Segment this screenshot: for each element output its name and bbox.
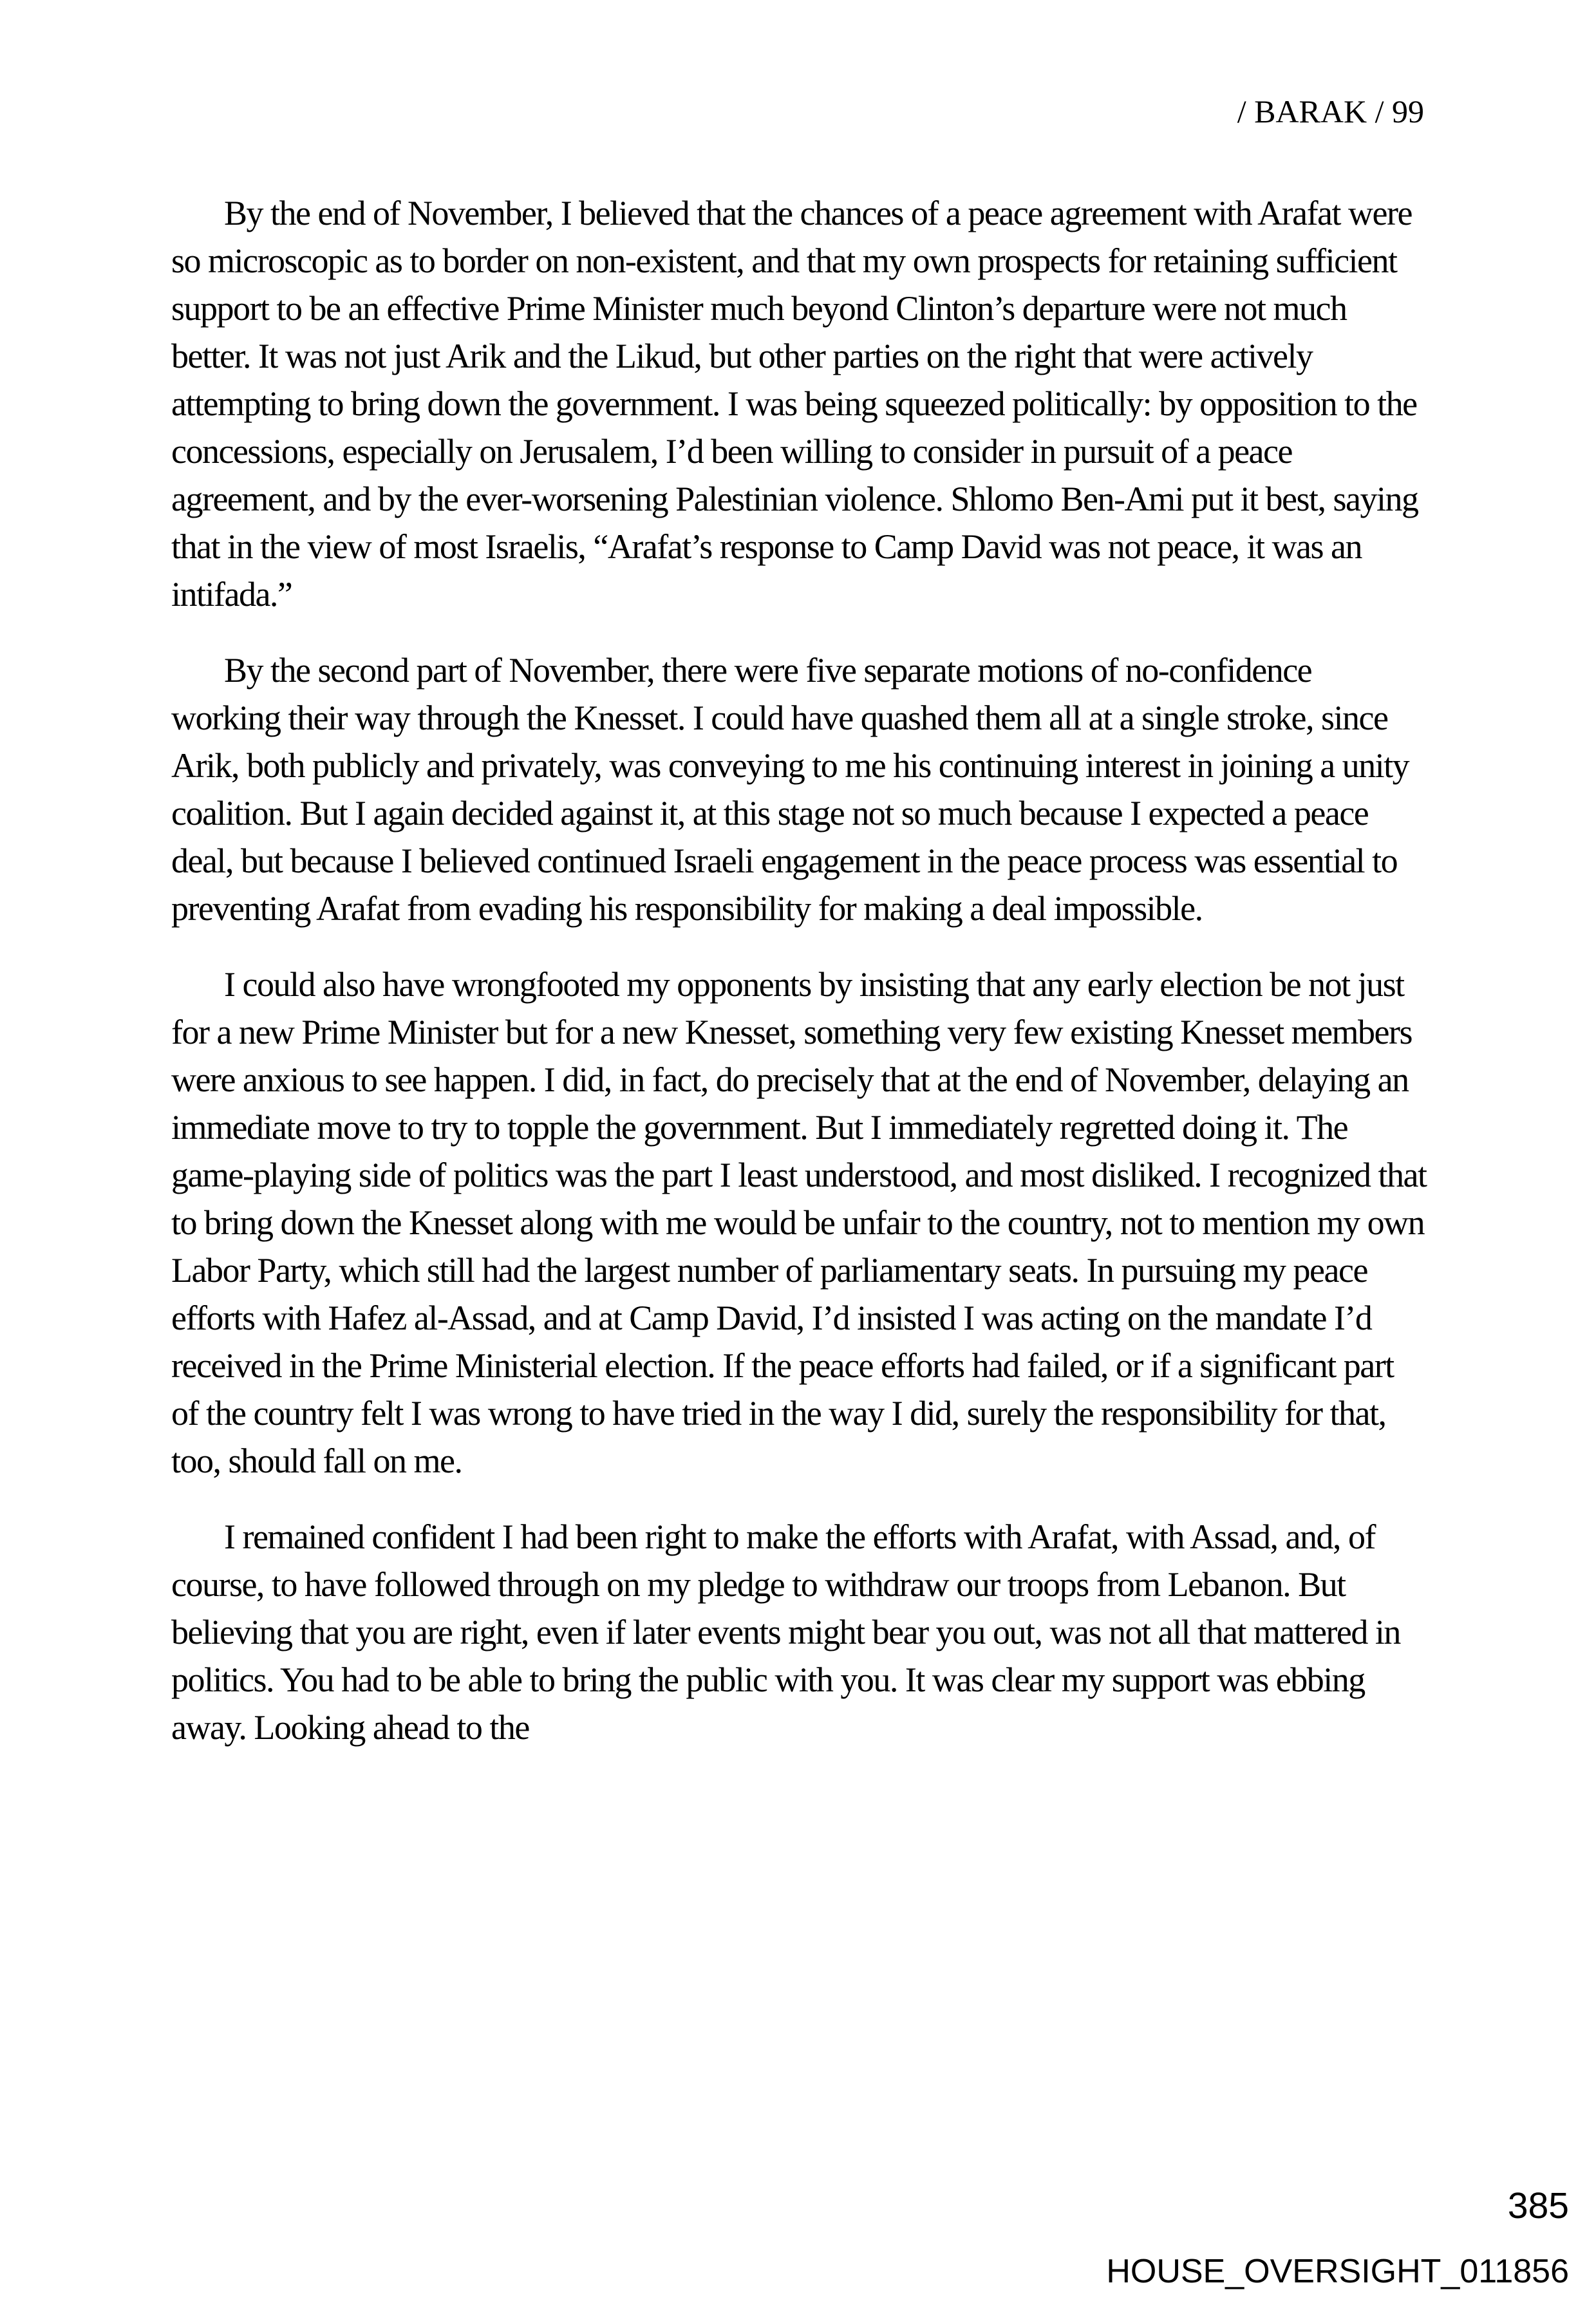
page-number: 385 <box>1507 2185 1569 2226</box>
bates-stamp: HOUSE_OVERSIGHT_011856 <box>1106 2253 1569 2290</box>
body-text <box>171 189 1427 1780</box>
paragraph-1: By the end of November, I believed that the chances of a peace agreement with Arafat were so microscopic as to border on non-existent, and that my own prospects for retaining sufficient support to be an effective Prime Minister much beyond Clinton’s departure were not much better. It was not just Arik and the Likud, but other parties on the right that were actively attempting to bring down the government. I was being squeezed politically: by opposition to the concessions, especially on Jerusalem, I’d been willing to consider in pursuit of a peace agreement, and by the ever-worsening Palestinian violence. Shlomo Ben-Ami put it best, saying that in the view of most Israelis, “Arafat’s response to Camp David was not peace, it was an intifada.” <box>171 194 1418 614</box>
paragraph-4: I remained confident I had been right to make the efforts with Arafat, with Assad, and, of course, to have followed through on my pledge to withdraw our troops from Lebanon. But believing that you are right, even if later events might bear you out, was not all that mattered in politics. You had to be able to bring the public with you. It was clear my support was ebbing away. Looking ahead to the <box>171 1518 1400 1747</box>
paragraph-2: By the second part of November, there were five separate motions of no-confidence working their way through the Knesset. I could have quashed them all at a single stroke, since Arik, both publicly and privately, was conveying to me his continuing interest in joining a unity coalition. But I again decided against it, at this stage not so much because I expected a peace deal, but because I believed continued Israeli engagement in the peace process was essential to preventing Arafat from evading his responsibility for making a deal impossible. <box>171 651 1409 928</box>
running-header: / BARAK / 99 <box>1237 93 1424 129</box>
paragraph-3: I could also have wrongfooted my opponents by insisting that any early election be not just for a new Prime Minister but for a new Knesset, something very few existing Knesset members were anxious to see happen. I did, in fact, do precisely that at the end of November, delaying an immediate move to try to topple the government. But I immediately regretted doing it. The game-playing side of politics was the part I least understood, and most disliked. I recognized that to bring down the Knesset along with me would be unfair to the country, not to mention my own Labor Party, which still had the largest number of parliamentary seats. In pursuing my peace efforts with Hafez al-Assad, and at Camp David, I’d insisted I was acting on the mandate I’d received in the Prime Ministerial election. If the peace efforts had failed, or if a significant part of the country felt I was wrong to have tried in the way I did, surely the responsibility for that, too, should fall on me. <box>171 965 1427 1480</box>
